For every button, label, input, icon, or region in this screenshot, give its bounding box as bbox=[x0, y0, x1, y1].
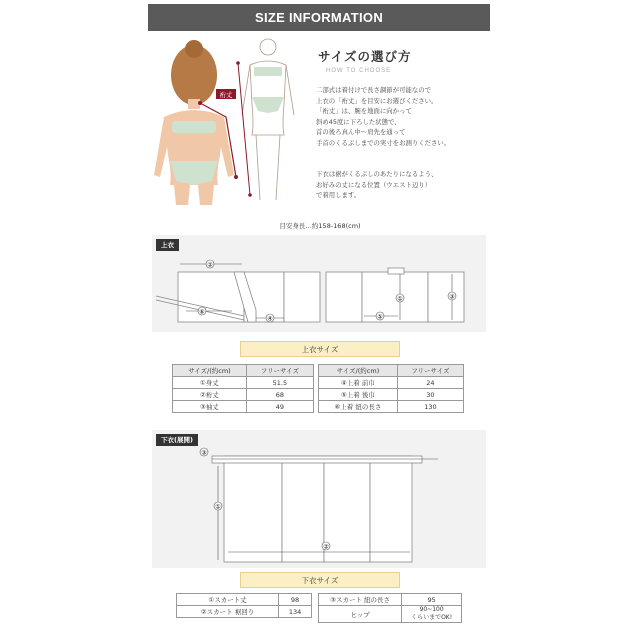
table-cell: 30 bbox=[397, 389, 463, 401]
table-header-row bbox=[173, 365, 314, 377]
table-cell: ①身丈 bbox=[173, 377, 247, 389]
table-cell: サイズ/(約cm) bbox=[319, 365, 398, 377]
choose-title: サイズの選び方 bbox=[318, 49, 412, 64]
table-row bbox=[319, 594, 462, 606]
marker-2-label: ② bbox=[207, 261, 213, 269]
table-cell: 98 bbox=[279, 594, 312, 606]
table-row bbox=[173, 389, 314, 401]
header-title: SIZE INFORMATION bbox=[254, 10, 384, 25]
bottom-garment-diagram bbox=[152, 444, 486, 568]
top-size-title bbox=[240, 341, 400, 357]
bottom-size-table-right bbox=[318, 593, 462, 623]
front-figure bbox=[242, 39, 294, 200]
paragraph-line: お好みの丈になる位置（ウエスト辺り） bbox=[316, 180, 432, 189]
marker-5-label: ⑤ bbox=[377, 313, 383, 321]
top-garment-diagram bbox=[152, 250, 486, 332]
bottom-size-table-left bbox=[176, 593, 312, 618]
table-row bbox=[319, 377, 464, 389]
paragraph-line: 二部式は着付けで長さ調節が可能なので bbox=[316, 86, 432, 94]
choose-paragraph-2 bbox=[316, 169, 437, 201]
back-figure bbox=[154, 40, 238, 205]
top-garment-tag: 上衣 bbox=[156, 239, 179, 251]
table-cell: ①スカート丈 bbox=[177, 594, 279, 606]
table-cell: ②裄丈 bbox=[173, 389, 247, 401]
table-cell: ④上着 前巾 bbox=[319, 377, 398, 389]
paragraph-line: 首の後ろ真ん中～肩先を通って bbox=[316, 128, 406, 136]
choose-subtitle: HOW TO CHOOSE bbox=[326, 68, 392, 74]
table-cell: 130 bbox=[397, 401, 463, 413]
table-cell: ③袖丈 bbox=[173, 401, 247, 413]
paragraph-line: 上衣の「裄丈」を目安にお選びください。 bbox=[316, 96, 438, 105]
paragraph-line: 下衣は裾がくるぶしのあたりになるよう、 bbox=[316, 170, 438, 178]
table-cell: 49 bbox=[246, 401, 313, 413]
marker-6-label: ⑥ bbox=[199, 308, 205, 316]
table-cell: サイズ/(約cm) bbox=[173, 365, 247, 377]
table-cell: ヒップ bbox=[319, 606, 402, 623]
table-cell: ⑥上着 紐の長さ bbox=[319, 401, 398, 413]
table-header-row bbox=[319, 365, 464, 377]
marker-3-label: ③ bbox=[201, 449, 207, 457]
top-size-table-right bbox=[318, 364, 464, 413]
bottom-size-title bbox=[240, 572, 400, 588]
table-row bbox=[177, 606, 312, 618]
table-cell: 51.5 bbox=[246, 377, 313, 389]
bottom-size-title-text: 下衣サイズ bbox=[301, 575, 339, 585]
height-note: 目安身長…約158-168(cm) bbox=[279, 222, 361, 230]
table-row bbox=[319, 401, 464, 413]
table-cell: 24 bbox=[397, 377, 463, 389]
section-header bbox=[148, 4, 490, 31]
table-row bbox=[319, 389, 464, 401]
table-row bbox=[173, 401, 314, 413]
top-size-title-text: 上衣サイズ bbox=[301, 344, 339, 354]
table-cell: 134 bbox=[279, 606, 312, 618]
body-measure-illustration bbox=[150, 35, 310, 205]
paragraph-line: 「裄丈」は、腕を地面に向かって bbox=[316, 107, 412, 115]
table-cell: フリーサイズ bbox=[397, 365, 463, 377]
table-cell: ⑤上着 後巾 bbox=[319, 389, 398, 401]
table-row bbox=[319, 606, 462, 623]
bottom-garment-tag: 下衣(展開) bbox=[156, 434, 198, 446]
sleeve-length-label: 裄丈 bbox=[219, 91, 233, 99]
table-cell: 95 bbox=[402, 594, 462, 606]
choose-paragraph-1 bbox=[316, 85, 450, 148]
paragraph-line: 斜め45度に下ろした状態で、 bbox=[316, 117, 401, 126]
marker-4-label: ④ bbox=[267, 315, 273, 323]
table-cell: 68 bbox=[246, 389, 313, 401]
paragraph-line: で着用します。 bbox=[316, 191, 361, 199]
marker-3-label: ③ bbox=[449, 293, 455, 301]
table-row bbox=[173, 377, 314, 389]
table-cell: 90~100 くらいまでOK! bbox=[402, 606, 462, 623]
table-cell: フリーサイズ bbox=[246, 365, 313, 377]
table-cell: ③スカート 紐の長さ bbox=[319, 594, 402, 606]
marker-2-label: ② bbox=[323, 543, 329, 551]
marker-1-label: ① bbox=[397, 295, 403, 303]
paragraph-line: 手首のくるぶしまでの実寸をお測りください。 bbox=[316, 138, 451, 147]
table-cell: ②スカート 裾回り bbox=[177, 606, 279, 618]
marker-1-label: ① bbox=[215, 503, 221, 511]
top-size-table-left bbox=[172, 364, 314, 413]
table-row bbox=[177, 594, 312, 606]
